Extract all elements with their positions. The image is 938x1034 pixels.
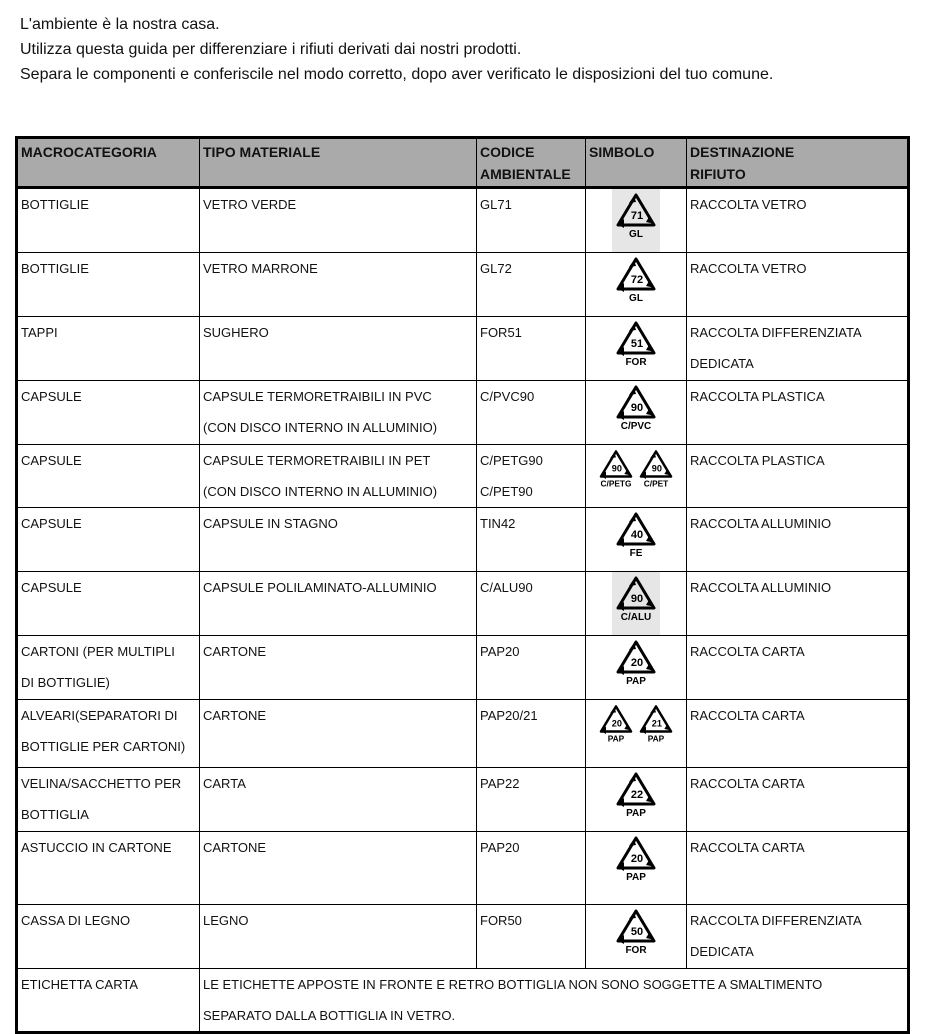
tipo-materiale-cell-line: LEGNO — [203, 913, 249, 928]
codice-cell — [477, 508, 586, 572]
destinazione-cell — [687, 905, 909, 969]
macrocategoria-cell — [17, 317, 200, 381]
destinazione-cell-line: RACCOLTA VETRO — [690, 261, 807, 276]
codice-cell-line: FOR50 — [480, 913, 522, 928]
tipo-materiale-cell-line: SUGHERO — [203, 325, 269, 340]
codice-cell — [477, 317, 586, 381]
header-tipo-materiale: TIPO MATERIALE — [200, 138, 477, 188]
tipo-materiale-cell-line: VETRO MARRONE — [203, 261, 318, 276]
tipo-materiale-cell-line: (CON DISCO INTERNO IN ALLUMINIO) — [203, 484, 438, 499]
symbol-label: PAP — [626, 676, 646, 687]
codice-cell — [477, 572, 586, 636]
tipo-materiale-cell-line: VETRO VERDE — [203, 197, 297, 212]
simbolo-cell — [586, 445, 687, 508]
codice-cell-line: GL71 — [480, 197, 512, 212]
recycling-symbol-icon — [612, 770, 660, 820]
tipo-materiale-cell — [200, 832, 477, 905]
symbol-number: 90 — [630, 593, 644, 605]
macrocategoria-cell — [17, 636, 200, 700]
symbol-number: 20 — [630, 657, 644, 669]
destinazione-cell — [687, 636, 909, 700]
recycling-symbol-icon — [636, 447, 676, 491]
codice-cell-line: PAP20/21 — [480, 708, 538, 723]
macrocategoria-cell-line: CARTONI (PER MULTIPLI — [21, 644, 175, 659]
destinazione-cell — [687, 572, 909, 636]
macrocategoria-cell — [17, 253, 200, 317]
simbolo-cell — [586, 317, 687, 381]
recycling-symbol-icon — [612, 319, 660, 369]
tipo-materiale-cell — [200, 700, 477, 768]
codice-cell-line: C/PETG90 — [480, 453, 543, 468]
tipo-materiale-cell — [200, 445, 477, 508]
intro-text — [20, 12, 920, 87]
destinazione-cell-line: RACCOLTA PLASTICA — [690, 389, 825, 404]
destinazione-cell-line: RACCOLTA CARTA — [690, 708, 805, 723]
header-simbolo: SIMBOLO — [586, 138, 687, 188]
simbolo-cell — [586, 636, 687, 700]
tipo-materiale-cell-line: CARTONE — [203, 840, 267, 855]
symbol-label: FE — [629, 548, 643, 559]
tipo-materiale-cell — [200, 317, 477, 381]
symbol-label: C/PET — [643, 478, 669, 489]
macrocategoria-cell-line: ALVEARI(SEPARATORI DI — [21, 708, 178, 723]
tipo-materiale-cell-line: CAPSULE TERMORETRAIBILI IN PVC — [203, 389, 432, 404]
destinazione-cell-line: RACCOLTA VETRO — [690, 197, 807, 212]
macrocategoria-cell — [17, 188, 200, 253]
destinazione-cell — [687, 445, 909, 508]
symbol-label: PAP — [647, 733, 665, 744]
codice-cell — [477, 636, 586, 700]
header-codice-ambientale: CODICE AMBIENTALE — [477, 138, 586, 188]
destinazione-cell-line: RACCOLTA PLASTICA — [690, 453, 825, 468]
macrocategoria-cell-line: CAPSULE — [21, 580, 82, 595]
recycling-symbol-icon — [612, 383, 660, 433]
recycling-symbol-icon — [612, 574, 660, 624]
table-row — [17, 768, 909, 832]
codice-cell — [477, 381, 586, 445]
macrocategoria-cell-line: BOTTIGLIA — [21, 807, 89, 822]
recycling-symbol-icon — [612, 907, 660, 957]
symbol-label: C/PVC — [620, 421, 652, 432]
tipo-materiale-cell — [200, 508, 477, 572]
simbolo-cell — [586, 381, 687, 445]
tipo-materiale-cell-line: CAPSULE IN STAGNO — [203, 516, 338, 531]
table-row — [17, 381, 909, 445]
destinazione-cell-line: RACCOLTA CARTA — [690, 644, 805, 659]
macrocategoria-cell-line: DI BOTTIGLIE) — [21, 675, 110, 690]
macrocategoria-cell-line: VELINA/SACCHETTO PER — [21, 776, 182, 791]
macrocategoria-cell-line: CAPSULE — [21, 389, 82, 404]
destinazione-cell-line: RACCOLTA DIFFERENZIATA — [690, 325, 862, 340]
header-destinazione: DESTINAZIONE RIFIUTO — [687, 138, 909, 188]
simbolo-cell — [586, 700, 687, 768]
simbolo-cell — [586, 572, 687, 636]
symbol-number: 90 — [611, 463, 622, 474]
macrocategoria-cell-line: CAPSULE — [21, 516, 82, 531]
codice-cell — [477, 832, 586, 905]
simbolo-cell — [586, 768, 687, 832]
macrocategoria-cell-line: BOTTIGLIE — [21, 261, 89, 276]
table-row-etichetta — [17, 969, 909, 1033]
tipo-materiale-cell — [200, 768, 477, 832]
macrocategoria-cell — [17, 700, 200, 768]
macrocategoria-cell-line: CAPSULE — [21, 453, 82, 468]
destinazione-cell-line: DEDICATA — [690, 944, 754, 959]
codice-cell-line: C/ALU90 — [480, 580, 533, 595]
symbol-number: 50 — [630, 926, 644, 938]
table-row — [17, 636, 909, 700]
codice-cell-line: C/PET90 — [480, 484, 533, 499]
symbol-label: GL — [629, 293, 643, 304]
tipo-materiale-cell — [200, 905, 477, 969]
destinazione-cell-line: RACCOLTA ALLUMINIO — [690, 516, 832, 531]
table-row — [17, 572, 909, 636]
symbol-number: 72 — [630, 274, 644, 286]
simbolo-cell — [586, 905, 687, 969]
recycling-symbol-icon — [596, 447, 636, 491]
etichetta-note-cell-line: SEPARATO DALLA BOTTIGLIA IN VETRO. — [203, 1008, 456, 1023]
destinazione-cell — [687, 700, 909, 768]
simbolo-cell — [586, 832, 687, 905]
codice-cell — [477, 700, 586, 768]
macrocategoria-cell-line: TAPPI — [21, 325, 58, 340]
symbol-label: C/ALU — [620, 612, 652, 623]
tipo-materiale-cell-line: CARTA — [203, 776, 246, 791]
table-row — [17, 445, 909, 508]
destinazione-cell-line: RACCOLTA DIFFERENZIATA — [690, 913, 862, 928]
destinazione-cell — [687, 768, 909, 832]
destinazione-cell-line: RACCOLTA CARTA — [690, 776, 805, 791]
tipo-materiale-cell — [200, 253, 477, 317]
recycling-symbol-icon — [612, 191, 660, 241]
codice-cell — [477, 768, 586, 832]
macrocategoria-cell — [17, 768, 200, 832]
tipo-materiale-cell-line: CARTONE — [203, 644, 267, 659]
destinazione-cell — [687, 317, 909, 381]
table-row — [17, 188, 909, 253]
recycling-symbol-icon — [636, 702, 676, 746]
symbol-label: PAP — [626, 808, 646, 819]
header-macrocategoria: MACROCATEGORIA — [17, 138, 200, 188]
destinazione-cell — [687, 253, 909, 317]
macrocategoria-cell — [17, 832, 200, 905]
simbolo-cell — [586, 508, 687, 572]
tipo-materiale-cell — [200, 188, 477, 253]
macrocategoria-cell-line: BOTTIGLIE — [21, 197, 89, 212]
symbol-number: 71 — [630, 210, 644, 222]
symbol-label: FOR — [625, 945, 647, 956]
symbol-label: PAP — [626, 872, 646, 883]
tipo-materiale-cell — [200, 636, 477, 700]
symbol-number: 90 — [651, 463, 662, 474]
codice-cell — [477, 905, 586, 969]
symbol-label: PAP — [607, 733, 625, 744]
table-row — [17, 905, 909, 969]
destinazione-cell-line: DEDICATA — [690, 356, 754, 371]
table-row — [17, 508, 909, 572]
simbolo-cell — [586, 253, 687, 317]
codice-cell — [477, 188, 586, 253]
codice-cell-line: PAP22 — [480, 776, 520, 791]
symbol-number: 51 — [630, 338, 644, 350]
symbol-number: 90 — [630, 402, 644, 414]
recycling-symbol-icon — [612, 510, 660, 560]
macrocategoria-cell-line: BOTTIGLIE PER CARTONI) — [21, 739, 186, 754]
destinazione-cell — [687, 188, 909, 253]
codice-cell-line: FOR51 — [480, 325, 522, 340]
codice-cell — [477, 445, 586, 508]
intro-line: Separa le componenti e conferiscile nel modo corretto, dopo aver verificato le disposizioni del tuo comune. — [20, 66, 774, 83]
tipo-materiale-cell — [200, 572, 477, 636]
header-row — [17, 138, 909, 188]
symbol-number: 22 — [630, 789, 644, 801]
simbolo-cell — [586, 188, 687, 253]
symbol-label: GL — [629, 229, 643, 240]
destinazione-cell-line: RACCOLTA ALLUMINIO — [690, 580, 832, 595]
codice-cell-line: PAP20 — [480, 644, 520, 659]
intro-line: Utilizza questa guida per differenziare i rifiuti derivati dai nostri prodotti. — [20, 41, 522, 58]
table-row — [17, 253, 909, 317]
destinazione-cell — [687, 508, 909, 572]
destinazione-cell — [687, 381, 909, 445]
table-row — [17, 317, 909, 381]
macrocategoria-cell — [17, 572, 200, 636]
macrocategoria-cell-line: CASSA DI LEGNO — [21, 913, 131, 928]
codice-cell-line: C/PVC90 — [480, 389, 535, 404]
recycling-symbol-icon — [612, 834, 660, 884]
tipo-materiale-cell-line: (CON DISCO INTERNO IN ALLUMINIO) — [203, 420, 438, 435]
codice-cell-line: TIN42 — [480, 516, 516, 531]
etichetta-note-cell-line: LE ETICHETTE APPOSTE IN FRONTE E RETRO BOTTIGLIA NON SONO SOGGETTE A SMALTIMENTO — [203, 977, 823, 992]
recycling-symbol-icon — [612, 255, 660, 305]
codice-cell-line: GL72 — [480, 261, 512, 276]
codice-cell-line: PAP20 — [480, 840, 520, 855]
symbol-label: FOR — [625, 357, 647, 368]
destinazione-cell-line: RACCOLTA CARTA — [690, 840, 805, 855]
tipo-materiale-cell — [200, 381, 477, 445]
recycling-table — [15, 136, 910, 1034]
recycling-symbol-icon — [596, 702, 636, 746]
table-row — [17, 700, 909, 768]
macrocategoria-cell: ETICHETTA CARTA — [17, 969, 200, 1033]
recycling-symbol-icon — [612, 638, 660, 688]
symbol-number: 20 — [630, 853, 644, 865]
tipo-materiale-cell-line: CAPSULE POLILAMINATO-ALLUMINIO — [203, 580, 437, 595]
symbol-number: 20 — [611, 718, 622, 729]
macrocategoria-cell — [17, 508, 200, 572]
macrocategoria-cell — [17, 445, 200, 508]
macrocategoria-cell-line: ASTUCCIO IN CARTONE — [21, 840, 172, 855]
tipo-materiale-cell-line: CAPSULE TERMORETRAIBILI IN PET — [203, 453, 431, 468]
macrocategoria-cell — [17, 905, 200, 969]
codice-cell — [477, 253, 586, 317]
symbol-number: 21 — [651, 718, 662, 729]
destinazione-cell — [687, 832, 909, 905]
symbol-number: 40 — [630, 529, 644, 541]
tipo-materiale-cell-line: CARTONE — [203, 708, 267, 723]
etichetta-note-cell — [200, 969, 909, 1033]
macrocategoria-cell — [17, 381, 200, 445]
intro-line: L'ambiente è la nostra casa. — [20, 16, 220, 33]
table-row — [17, 832, 909, 905]
symbol-label: C/PETG — [600, 478, 632, 489]
